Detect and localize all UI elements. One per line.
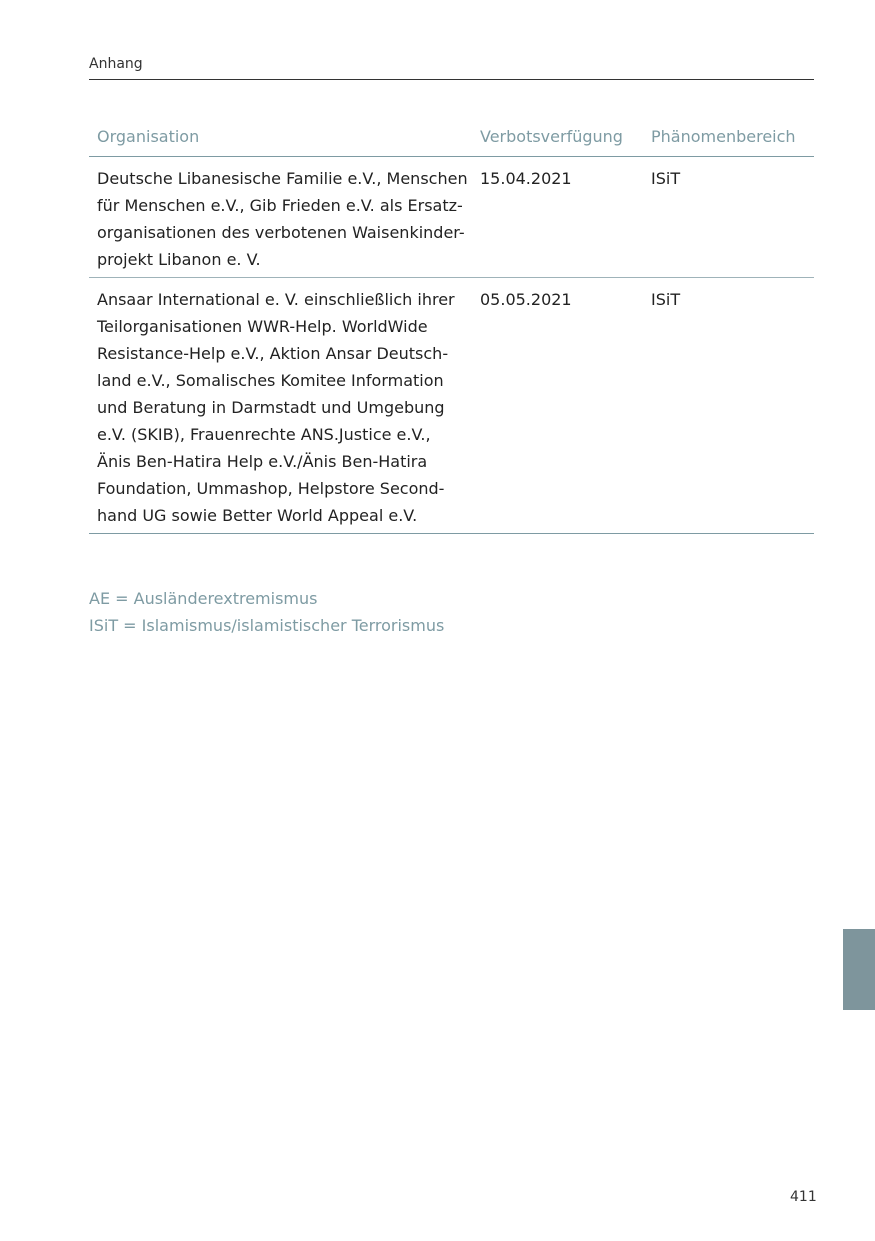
area-cell: ISiT (651, 290, 681, 309)
organisation-line: projekt Libanon e. V. (97, 250, 261, 269)
organisation-line: Ansaar International e. V. einschließlich ihrer (97, 290, 455, 309)
organisation-line: land e.V., Somalisches Komitee Information (97, 371, 444, 390)
table-row (89, 278, 814, 534)
organisation-line: hand UG sowie Better World Appeal e.V. (97, 506, 418, 525)
organisation-line: für Menschen e.V., Gib Frieden e.V. als Ersatz- (97, 196, 463, 215)
column-header-organisation: Organisation (97, 127, 200, 146)
column-header-verbotsverfuegung: Verbotsverfügung (480, 127, 623, 146)
organisation-line: Resistance-Help e.V., Aktion Ansar Deutsch- (97, 344, 449, 363)
abbreviation-legend (89, 585, 444, 639)
organisation-line: organisationen des verbotenen Waisenkinder- (97, 223, 465, 242)
organisation-line: e.V. (SKIB), Frauenrechte ANS.Justice e.V., (97, 425, 431, 444)
chapter-tab-marker (843, 929, 875, 1010)
organisation-line: Teilorganisationen WWR-Help. WorldWide (97, 317, 428, 336)
running-header: Anhang (89, 56, 143, 72)
date-cell: 15.04.2021 (480, 169, 572, 188)
organisation-cell (97, 286, 455, 529)
organisation-line: Foundation, Ummashop, Helpstore Second- (97, 479, 445, 498)
legend-entry-ae: AE = Ausländerextremismus (89, 589, 318, 608)
page-number: 411 (790, 1189, 817, 1205)
prohibition-table (89, 120, 814, 534)
organisation-cell (97, 165, 468, 273)
area-cell: ISiT (651, 169, 681, 188)
legend-entry-isit: ISiT = Islamismus/islamistischer Terrorismus (89, 616, 445, 635)
organisation-line: und Beratung in Darmstadt und Umgebung (97, 398, 445, 417)
header-rule (89, 79, 814, 80)
organisation-line: Änis Ben-Hatira Help e.V./Änis Ben-Hatira (97, 452, 428, 471)
organisation-line: Deutsche Libanesische Familie e.V., Menschen (97, 169, 468, 188)
date-cell: 05.05.2021 (480, 290, 572, 309)
table-header (89, 120, 814, 157)
table-row (89, 157, 814, 278)
column-header-phaenomenbereich: Phänomenbereich (651, 127, 796, 146)
